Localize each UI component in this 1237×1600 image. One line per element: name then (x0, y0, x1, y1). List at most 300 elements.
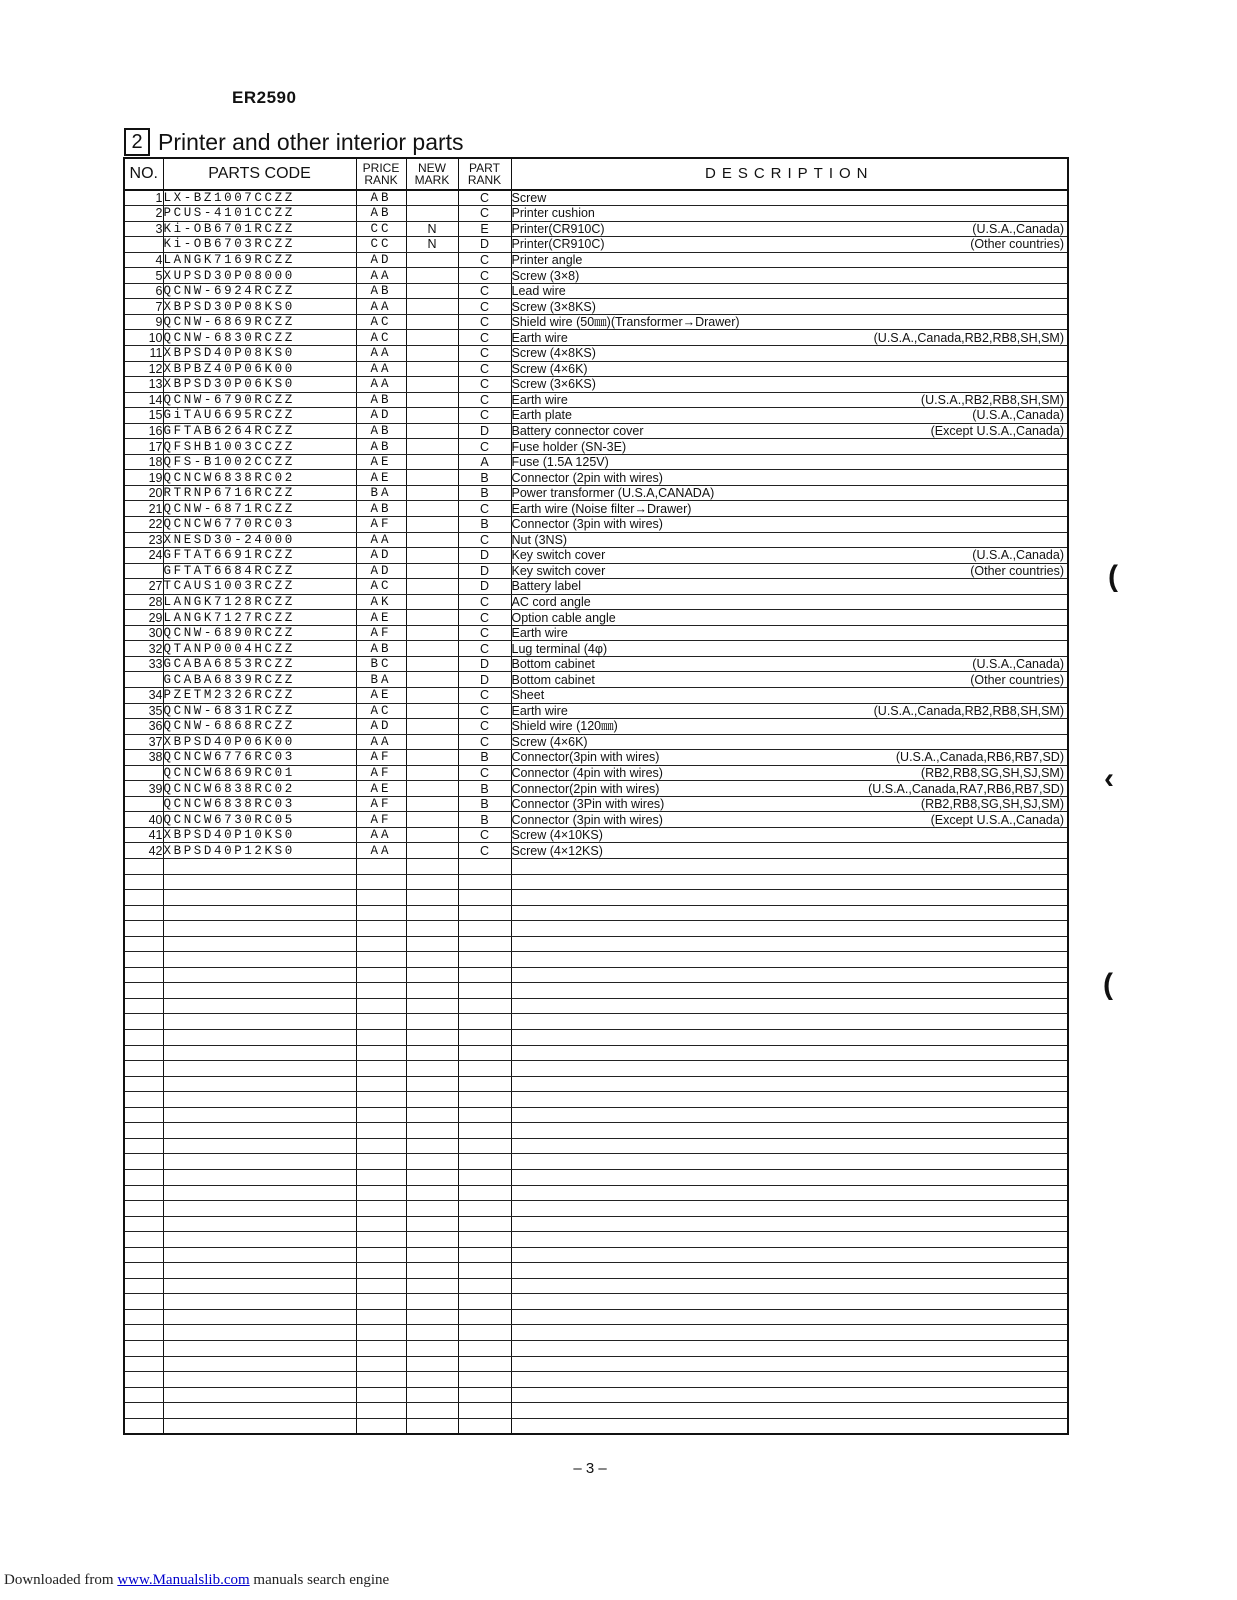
table-row (124, 345, 1068, 361)
row-number (124, 734, 163, 750)
table-row (124, 656, 1068, 672)
empty-cell (458, 1232, 511, 1248)
empty-cell (511, 1278, 1068, 1294)
parts-code: GCABA6853RCZZ (163, 656, 356, 672)
row-number (124, 812, 163, 828)
empty-cell (356, 1154, 406, 1170)
empty-cell (511, 1014, 1068, 1030)
price-rank: AD (356, 408, 406, 424)
empty-cell (458, 1294, 511, 1310)
description-cell (511, 454, 1068, 470)
row-number (124, 252, 163, 268)
parts-code: QCNW-6830RCZZ (163, 330, 356, 346)
table-row (124, 1107, 1068, 1123)
parts-code: GCABA6839RCZZ (163, 672, 356, 688)
manualslib-link[interactable]: www.Manualslib.com (117, 1572, 250, 1588)
description-cell (511, 206, 1068, 222)
price-rank: AF (356, 625, 406, 641)
description-cell (511, 579, 1068, 595)
price-rank: BA (356, 485, 406, 501)
row-number-text: 20 (148, 486, 163, 501)
row-number-text: 5 (155, 268, 163, 283)
description-text: Screw (4×12KS) (511, 843, 603, 858)
empty-cell (163, 1387, 356, 1403)
description-cell (511, 470, 1068, 486)
empty-cell (124, 1201, 163, 1217)
parts-code: PCUS-4101CCZZ (163, 206, 356, 222)
part-rank: D (458, 423, 511, 439)
part-rank: D (458, 563, 511, 579)
row-number-text: 15 (148, 408, 163, 423)
empty-cell (163, 1123, 356, 1139)
table-row (124, 470, 1068, 486)
description-text: AC cord angle (511, 594, 591, 609)
table-row (124, 330, 1068, 346)
price-rank: AC (356, 314, 406, 330)
table-row (124, 1030, 1068, 1046)
new-mark (406, 579, 458, 595)
empty-cell (163, 1107, 356, 1123)
new-mark (406, 345, 458, 361)
empty-cell (124, 859, 163, 875)
empty-cell (511, 1201, 1068, 1217)
new-mark (406, 532, 458, 548)
parts-code: QCNCW6869RC01 (163, 765, 356, 781)
row-number (124, 625, 163, 641)
empty-cell (458, 905, 511, 921)
description-note: (U.S.A.,Canada,RB6,RB7,SD) (895, 750, 1064, 765)
empty-cell (124, 967, 163, 983)
empty-cell (124, 905, 163, 921)
parts-code: XNESD30-24000 (163, 532, 356, 548)
table-row (124, 1294, 1068, 1310)
empty-cell (124, 890, 163, 906)
empty-cell (124, 1294, 163, 1310)
price-rank: AD (356, 719, 406, 735)
price-rank: AA (356, 827, 406, 843)
header-new-mark-line1: NEW (418, 161, 446, 175)
table-row (124, 563, 1068, 579)
table-row (124, 206, 1068, 222)
empty-cell (163, 859, 356, 875)
binder-hole-mark: ‹ (1104, 762, 1114, 795)
empty-cell (406, 1232, 458, 1248)
empty-cell (458, 936, 511, 952)
table-row (124, 1169, 1068, 1185)
empty-cell (124, 983, 163, 999)
empty-cell (124, 1061, 163, 1077)
parts-code: QCNCW6838RC03 (163, 796, 356, 812)
part-rank: C (458, 843, 511, 859)
empty-cell (458, 1123, 511, 1139)
part-rank: C (458, 361, 511, 377)
empty-cell (406, 1014, 458, 1030)
empty-cell (511, 998, 1068, 1014)
empty-cell (511, 1356, 1068, 1372)
row-number (124, 221, 163, 237)
empty-cell (163, 1185, 356, 1201)
row-number (124, 206, 163, 222)
row-number-text: 21 (148, 501, 163, 516)
empty-cell (458, 1247, 511, 1263)
empty-cell (406, 1154, 458, 1170)
empty-cell (124, 998, 163, 1014)
parts-code: XBPSD40P10KS0 (163, 827, 356, 843)
empty-cell (356, 1340, 406, 1356)
empty-cell (458, 859, 511, 875)
empty-cell (356, 1123, 406, 1139)
table-row (124, 268, 1068, 284)
empty-cell (511, 1387, 1068, 1403)
price-rank: AE (356, 454, 406, 470)
row-number (124, 470, 163, 486)
description-cell (511, 750, 1068, 766)
parts-code: XBPSD40P12KS0 (163, 843, 356, 859)
row-number (124, 237, 163, 253)
empty-cell (124, 1340, 163, 1356)
empty-cell (163, 1076, 356, 1092)
empty-cell (458, 1030, 511, 1046)
parts-code: QCNW-6871RCZZ (163, 501, 356, 517)
description-text: Screw (4×8KS) (511, 346, 596, 361)
description-cell (511, 610, 1068, 626)
empty-cell (124, 921, 163, 937)
empty-cell (511, 859, 1068, 875)
description-cell (511, 656, 1068, 672)
part-rank: C (458, 252, 511, 268)
empty-cell (356, 1403, 406, 1419)
new-mark (406, 283, 458, 299)
empty-cell (458, 1092, 511, 1108)
row-number (124, 641, 163, 657)
empty-cell (163, 952, 356, 968)
empty-cell (356, 1325, 406, 1341)
header-new-mark-line2: MARK (414, 173, 450, 187)
price-rank: AF (356, 812, 406, 828)
new-mark (406, 516, 458, 532)
empty-cell (356, 1045, 406, 1061)
table-row (124, 408, 1068, 424)
empty-cell (124, 1030, 163, 1046)
parts-code: QCNW-6868RCZZ (163, 719, 356, 735)
price-rank: AC (356, 579, 406, 595)
empty-cell (163, 1232, 356, 1248)
description-cell (511, 330, 1068, 346)
row-number (124, 532, 163, 548)
empty-cell (406, 1123, 458, 1139)
row-number-text: 9 (155, 315, 163, 330)
table-row (124, 252, 1068, 268)
description-note: (U.S.A.,Canada) (972, 657, 1064, 672)
row-number (124, 765, 163, 781)
new-mark (406, 454, 458, 470)
empty-cell (356, 1014, 406, 1030)
description-cell (511, 641, 1068, 657)
row-number (124, 781, 163, 797)
table-row (124, 1309, 1068, 1325)
row-number-text: 42 (148, 843, 163, 858)
price-rank: AD (356, 252, 406, 268)
row-number-text: 12 (148, 361, 163, 376)
empty-cell (163, 1061, 356, 1077)
description-text: Earth wire (Noise filter→Drawer) (511, 501, 692, 516)
table-row (124, 1216, 1068, 1232)
empty-cell (163, 983, 356, 999)
empty-cell (356, 1418, 406, 1434)
part-rank: C (458, 330, 511, 346)
parts-code: GFTAT6684RCZZ (163, 563, 356, 579)
row-number (124, 454, 163, 470)
part-rank: C (458, 439, 511, 455)
table-row (124, 283, 1068, 299)
empty-cell (406, 936, 458, 952)
table-row (124, 1247, 1068, 1263)
price-rank: AD (356, 548, 406, 564)
empty-cell (511, 1154, 1068, 1170)
row-number-text: 28 (148, 594, 163, 609)
price-rank: AE (356, 610, 406, 626)
empty-cell (406, 1045, 458, 1061)
table-row (124, 1418, 1068, 1434)
row-number (124, 796, 163, 812)
description-cell (511, 299, 1068, 315)
empty-cell (124, 1154, 163, 1170)
description-text: Connector (3pin with wires) (511, 812, 663, 827)
new-mark (406, 501, 458, 517)
empty-cell (124, 1185, 163, 1201)
description-text: Connector (3Pin with wires) (511, 797, 665, 812)
price-rank: AB (356, 423, 406, 439)
new-mark (406, 252, 458, 268)
part-rank: B (458, 781, 511, 797)
price-rank: AA (356, 843, 406, 859)
part-rank: C (458, 345, 511, 361)
empty-cell (124, 1123, 163, 1139)
row-number (124, 501, 163, 517)
description-text: Printer cushion (511, 206, 595, 221)
parts-code: QTANP0004HCZZ (163, 641, 356, 657)
binder-hole-mark: ( (1103, 968, 1113, 1001)
description-text: Screw (511, 191, 547, 206)
empty-cell (458, 1325, 511, 1341)
row-number-text: 35 (148, 703, 163, 718)
part-rank: C (458, 377, 511, 393)
row-number-text: 37 (148, 734, 163, 749)
row-number-text: 18 (148, 455, 163, 470)
table-row (124, 1138, 1068, 1154)
description-cell (511, 532, 1068, 548)
empty-cell (458, 952, 511, 968)
empty-cell (356, 998, 406, 1014)
row-number (124, 548, 163, 564)
header-part-rank-line2: RANK (467, 173, 502, 187)
empty-cell (406, 1418, 458, 1434)
empty-cell (124, 1418, 163, 1434)
empty-cell (163, 1372, 356, 1388)
empty-cell (163, 1138, 356, 1154)
row-number-text: 10 (148, 330, 163, 345)
empty-cell (356, 1356, 406, 1372)
empty-cell (458, 1403, 511, 1419)
price-rank: AB (356, 439, 406, 455)
empty-cell (356, 921, 406, 937)
new-mark (406, 812, 458, 828)
empty-cell (511, 967, 1068, 983)
description-note: (U.S.A.,Canada) (972, 548, 1064, 563)
section-heading (124, 128, 464, 156)
empty-cell (458, 1138, 511, 1154)
empty-cell (458, 890, 511, 906)
empty-cell (406, 921, 458, 937)
empty-cell (124, 1387, 163, 1403)
part-rank: C (458, 641, 511, 657)
parts-code: QFSHB1003CCZZ (163, 439, 356, 455)
description-cell (511, 812, 1068, 828)
parts-code: TCAUS1003RCZZ (163, 579, 356, 595)
empty-cell (356, 1092, 406, 1108)
row-number-text: 38 (148, 750, 163, 765)
empty-cell (406, 1325, 458, 1341)
empty-cell (511, 1418, 1068, 1434)
description-text: Connector(2pin with wires) (511, 781, 660, 796)
empty-cell (356, 859, 406, 875)
empty-cell (356, 1294, 406, 1310)
parts-code: LANGK7127RCZZ (163, 610, 356, 626)
empty-cell (458, 1387, 511, 1403)
parts-code: QCNCW6838RC02 (163, 781, 356, 797)
description-text: Key switch cover (511, 563, 606, 578)
header-parts-code: PARTS CODE (163, 158, 356, 190)
part-rank: B (458, 485, 511, 501)
empty-cell (356, 874, 406, 890)
row-number-text: 39 (148, 781, 163, 796)
empty-cell (511, 1030, 1068, 1046)
parts-code: GFTAT6691RCZZ (163, 548, 356, 564)
empty-cell (163, 1216, 356, 1232)
empty-cell (124, 1278, 163, 1294)
row-number (124, 283, 163, 299)
table-row (124, 610, 1068, 626)
description-text: Key switch cover (511, 548, 606, 563)
description-cell (511, 361, 1068, 377)
empty-cell (406, 1107, 458, 1123)
empty-cell (163, 905, 356, 921)
parts-code: GiTAU6695RCZZ (163, 408, 356, 424)
empty-cell (406, 1403, 458, 1419)
table-row (124, 1263, 1068, 1279)
empty-cell (406, 905, 458, 921)
empty-cell (124, 1309, 163, 1325)
section-title: Printer and other interior parts (158, 128, 464, 155)
table-row (124, 532, 1068, 548)
new-mark (406, 843, 458, 859)
new-mark (406, 408, 458, 424)
description-cell (511, 548, 1068, 564)
empty-cell (356, 1201, 406, 1217)
row-number (124, 408, 163, 424)
table-row (124, 890, 1068, 906)
empty-cell (356, 905, 406, 921)
empty-cell (406, 1356, 458, 1372)
table-header-row (124, 158, 1068, 190)
description-text: Earth wire (511, 703, 568, 718)
empty-cell (511, 1061, 1068, 1077)
new-mark (406, 361, 458, 377)
empty-cell (356, 1387, 406, 1403)
new-mark (406, 268, 458, 284)
empty-cell (356, 1309, 406, 1325)
table-row (124, 1154, 1068, 1170)
table-row (124, 827, 1068, 843)
row-number-text: 1 (155, 191, 163, 206)
row-number-text: 13 (148, 377, 163, 392)
price-rank: AA (356, 345, 406, 361)
empty-cell (406, 874, 458, 890)
description-note: (U.S.A.,Canada) (972, 221, 1064, 236)
description-cell (511, 314, 1068, 330)
table-row (124, 688, 1068, 704)
description-note: (Other countries) (970, 237, 1064, 252)
empty-cell (406, 1278, 458, 1294)
row-number (124, 843, 163, 859)
description-text: Nut (3NS) (511, 532, 568, 547)
empty-cell (458, 1061, 511, 1077)
price-rank: AF (356, 750, 406, 766)
binder-hole-mark: ( (1108, 560, 1118, 593)
parts-code: XBPSD40P08KS0 (163, 345, 356, 361)
empty-cell (511, 1232, 1068, 1248)
empty-cell (163, 1325, 356, 1341)
part-rank: D (458, 656, 511, 672)
empty-cell (406, 1030, 458, 1046)
parts-code: QCNW-6790RCZZ (163, 392, 356, 408)
row-number-text: 40 (148, 812, 163, 827)
empty-cell (511, 1076, 1068, 1092)
empty-cell (124, 1092, 163, 1108)
parts-code: GFTAB6264RCZZ (163, 423, 356, 439)
table-row (124, 625, 1068, 641)
parts-table-body (124, 190, 1068, 1434)
empty-cell (511, 1138, 1068, 1154)
price-rank: AB (356, 392, 406, 408)
table-row (124, 750, 1068, 766)
description-note: (U.S.A.,Canada,RA7,RB6,RB7,SD) (868, 781, 1064, 796)
part-rank: C (458, 299, 511, 315)
empty-cell (163, 1030, 356, 1046)
row-number-text: 34 (148, 688, 163, 703)
table-row (124, 719, 1068, 735)
row-number-text: 36 (148, 719, 163, 734)
description-text: Connector(3pin with wires) (511, 750, 660, 765)
description-cell (511, 283, 1068, 299)
table-row (124, 921, 1068, 937)
parts-code: QCNCW6776RC03 (163, 750, 356, 766)
part-rank: C (458, 625, 511, 641)
description-cell (511, 268, 1068, 284)
empty-cell (406, 1201, 458, 1217)
table-row (124, 501, 1068, 517)
price-rank: AB (356, 206, 406, 222)
empty-cell (124, 1247, 163, 1263)
row-number (124, 190, 163, 206)
description-cell (511, 190, 1068, 206)
empty-cell (124, 952, 163, 968)
empty-cell (458, 1340, 511, 1356)
parts-code: XBPSD30P06KS0 (163, 377, 356, 393)
empty-cell (511, 1169, 1068, 1185)
new-mark: N (406, 221, 458, 237)
description-text: Lead wire (511, 284, 566, 299)
